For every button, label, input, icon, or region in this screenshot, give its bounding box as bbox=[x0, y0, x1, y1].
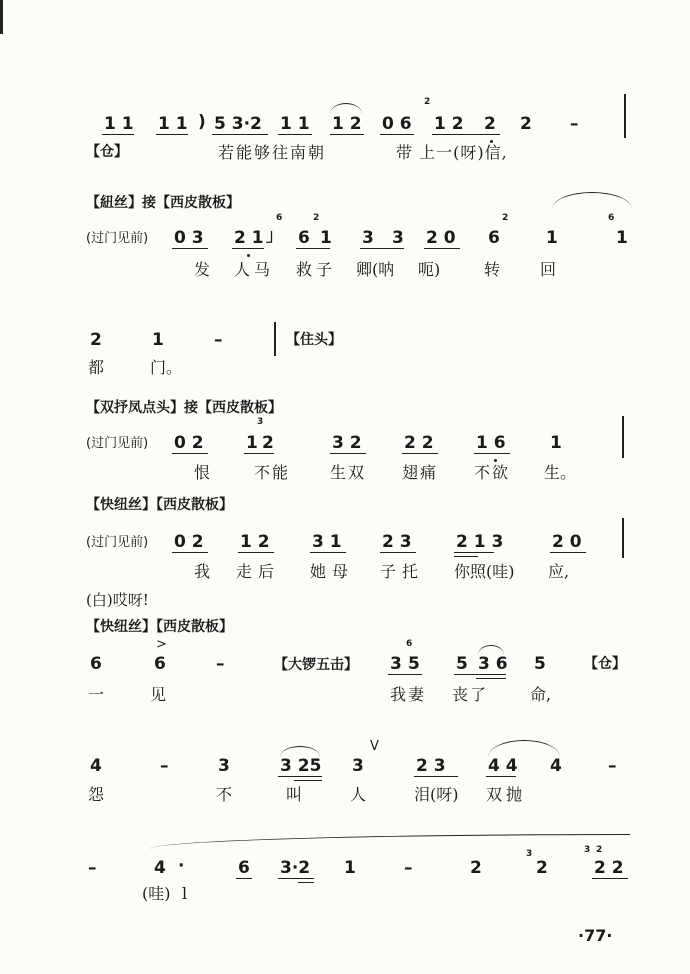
lyric: 一 bbox=[88, 685, 105, 704]
dash: – bbox=[160, 756, 169, 776]
underline bbox=[414, 776, 458, 777]
lyric: 不欲 bbox=[474, 463, 511, 482]
section-label: 【快纽丝】【西皮散板】 bbox=[86, 619, 233, 635]
lyric: 她母 bbox=[310, 562, 355, 581]
lyric: 发 bbox=[194, 260, 211, 279]
underline bbox=[402, 453, 438, 454]
underline bbox=[432, 134, 500, 135]
note: 1 bbox=[152, 330, 164, 350]
lyric: 若能够往南朝 bbox=[218, 143, 327, 162]
interlude-note: (过门见前) bbox=[86, 231, 149, 246]
slur bbox=[478, 645, 504, 655]
dash: – bbox=[570, 114, 579, 134]
slur bbox=[280, 746, 320, 757]
grace-note: 2 bbox=[502, 213, 509, 223]
octave-dot bbox=[494, 459, 497, 462]
lyric: 应, bbox=[548, 562, 570, 581]
underline bbox=[278, 134, 312, 135]
note-group: 2 1 3 bbox=[456, 532, 504, 552]
note: 6 bbox=[154, 654, 166, 674]
dash: – bbox=[216, 654, 225, 674]
lyric: 人 bbox=[350, 785, 367, 804]
long-slur bbox=[150, 834, 630, 849]
note-group: 2 3 bbox=[382, 532, 412, 552]
underline bbox=[212, 134, 268, 135]
lyric: 不能 bbox=[254, 463, 291, 482]
lyric: 叫 bbox=[286, 785, 303, 804]
underline bbox=[330, 134, 364, 135]
note-group: 3 1 bbox=[312, 532, 342, 552]
barline bbox=[274, 322, 276, 356]
underline bbox=[278, 878, 314, 879]
underline bbox=[592, 878, 628, 879]
accent-mark: > bbox=[156, 637, 167, 652]
note: 2 bbox=[520, 114, 532, 134]
lyric: 生。 bbox=[544, 463, 577, 482]
underline bbox=[172, 552, 208, 553]
note-group: 1 2 bbox=[240, 532, 270, 552]
breath-mark: V bbox=[370, 739, 379, 754]
bracket: 」 bbox=[266, 226, 283, 246]
lyric: (哇) bbox=[142, 884, 171, 903]
note-group: 4 4 bbox=[488, 756, 518, 776]
percussion-cue: 【住头】 bbox=[286, 332, 342, 348]
dash: – bbox=[88, 858, 97, 878]
note: 4 bbox=[550, 756, 562, 776]
percussion-cue: 【仓】 bbox=[86, 144, 128, 160]
underline bbox=[244, 453, 274, 454]
lyric: 你照(哇) bbox=[454, 562, 515, 581]
grace-note: 2 bbox=[424, 97, 431, 107]
underline bbox=[486, 776, 516, 777]
lyric: 门。 bbox=[150, 358, 183, 377]
underline bbox=[330, 453, 366, 454]
note-group: 2 1 bbox=[234, 228, 264, 248]
lyric: 命, bbox=[530, 685, 552, 704]
note: 1 bbox=[246, 433, 258, 453]
grace-note: 3 bbox=[257, 417, 264, 427]
note-group: 1 2 bbox=[332, 114, 362, 134]
grace-note: 2 bbox=[596, 845, 603, 855]
note: 1 bbox=[616, 228, 628, 248]
underline bbox=[360, 248, 404, 249]
note: 6 bbox=[90, 654, 102, 674]
grace-note: 6 bbox=[406, 639, 413, 649]
note: 6 bbox=[488, 228, 500, 248]
note-group: 0 3 bbox=[174, 228, 204, 248]
lyric: 人马 bbox=[234, 260, 275, 279]
lyric: 转 bbox=[484, 260, 501, 279]
underline bbox=[156, 134, 188, 135]
page-edge-mark bbox=[0, 0, 3, 34]
lyric: 带 上一(呀)信, bbox=[396, 143, 508, 162]
underline bbox=[172, 453, 208, 454]
note-group: 5 3·2 bbox=[214, 114, 262, 134]
lyric: 卿(呐 bbox=[356, 260, 395, 279]
grace-note: 3 bbox=[526, 849, 533, 859]
barline bbox=[622, 416, 624, 458]
slur bbox=[330, 103, 362, 114]
lyric: 见 bbox=[150, 685, 167, 704]
note-group: 2 3 bbox=[416, 756, 446, 776]
slur bbox=[488, 740, 560, 757]
dash: – bbox=[608, 756, 617, 776]
percussion-cue: 【大锣五击】 bbox=[274, 657, 358, 673]
lyric: 都 bbox=[88, 358, 105, 377]
grace-note: 2 bbox=[313, 213, 320, 223]
note-group: 2 2 bbox=[594, 858, 624, 878]
lyric: 救子 bbox=[296, 260, 337, 279]
lyric: 回 bbox=[540, 260, 557, 279]
note-group: 2 2 bbox=[404, 433, 434, 453]
underline bbox=[238, 552, 274, 553]
underline-double bbox=[298, 882, 314, 883]
note-group: 1 1 bbox=[158, 114, 188, 134]
underline bbox=[278, 776, 322, 777]
grace-note: 6 bbox=[608, 213, 615, 223]
lyric: 呃) bbox=[418, 260, 441, 279]
percussion-cue: 【仓】 bbox=[584, 656, 626, 672]
note: 5 bbox=[408, 654, 420, 674]
interlude-note: (过门见前) bbox=[86, 535, 149, 550]
lyric: l bbox=[182, 884, 188, 903]
note-group: 1 1 bbox=[280, 114, 310, 134]
barline bbox=[622, 518, 624, 558]
note: 3 bbox=[218, 756, 230, 776]
note-group: 0 2 bbox=[174, 433, 204, 453]
note: 2 bbox=[470, 858, 482, 878]
underline bbox=[454, 552, 494, 553]
underline bbox=[424, 248, 460, 249]
underline bbox=[102, 134, 134, 135]
underline bbox=[474, 453, 510, 454]
lyric: 怨 bbox=[88, 785, 105, 804]
note-group: 2 0 bbox=[426, 228, 456, 248]
note: 3 bbox=[352, 756, 364, 776]
note: 5 bbox=[534, 654, 546, 674]
note: 4 bbox=[90, 756, 102, 776]
note-group: 0 2 bbox=[174, 532, 204, 552]
spoken-line: (白)哎呀! bbox=[86, 591, 149, 609]
page-number: ·77· bbox=[578, 926, 613, 945]
underline bbox=[454, 674, 506, 675]
octave-dot bbox=[247, 254, 250, 257]
lyric: 翅痛 bbox=[402, 463, 439, 482]
note: 1 bbox=[550, 433, 562, 453]
note-group: 3 25 bbox=[280, 756, 322, 776]
note: 2 bbox=[262, 433, 274, 453]
underline bbox=[310, 552, 346, 553]
note-group: 1 6 bbox=[476, 433, 506, 453]
note: 1 bbox=[344, 858, 356, 878]
underline bbox=[296, 248, 330, 249]
lyric: 我 bbox=[194, 562, 211, 581]
barline bbox=[624, 94, 626, 138]
underline bbox=[388, 674, 422, 675]
underline bbox=[236, 878, 252, 879]
note-group: 3 6 bbox=[478, 654, 508, 674]
underline-double bbox=[476, 678, 506, 679]
dot-mark: · bbox=[178, 856, 185, 876]
underline-double bbox=[294, 780, 322, 781]
bracket: ) bbox=[198, 112, 206, 132]
lyric: 恨 bbox=[194, 463, 211, 482]
note: 3 bbox=[390, 654, 402, 674]
note-group: 1 1 bbox=[104, 114, 134, 134]
note: 4 bbox=[154, 858, 166, 878]
dash: – bbox=[404, 858, 413, 878]
note: 6 bbox=[238, 858, 250, 878]
underline bbox=[380, 134, 414, 135]
lyric: 生双 bbox=[330, 463, 367, 482]
section-label: 【双抒凤点头】接【西皮散板】 bbox=[86, 400, 282, 416]
note: 2 bbox=[484, 114, 496, 134]
lyric: 我妻 bbox=[390, 685, 427, 704]
lyric: 不 bbox=[216, 785, 233, 804]
dash: – bbox=[214, 330, 223, 350]
underline bbox=[172, 248, 208, 249]
section-label: 【紐丝】接【西皮散板】 bbox=[86, 195, 240, 211]
grace-note: 6 bbox=[276, 213, 283, 223]
note: 2 bbox=[90, 330, 102, 350]
interlude-note: (过门见前) bbox=[86, 436, 149, 451]
note-group: 2 0 bbox=[552, 532, 582, 552]
note-group: 3 2 bbox=[332, 433, 362, 453]
section-label: 【快纽丝】【西皮散板】 bbox=[86, 497, 233, 513]
note: 3 bbox=[362, 228, 374, 248]
underline bbox=[550, 552, 586, 553]
note: 3 bbox=[392, 228, 404, 248]
underline bbox=[232, 248, 264, 249]
lyric: 双抛 bbox=[486, 785, 527, 804]
underline-double bbox=[454, 556, 478, 557]
note: 5 bbox=[456, 654, 468, 674]
lyric: 丧了 bbox=[452, 685, 489, 704]
note: 6 bbox=[298, 228, 310, 248]
note: 2 bbox=[536, 858, 548, 878]
lyric: 子托 bbox=[380, 562, 425, 581]
lyric: 走后 bbox=[236, 562, 281, 581]
slur bbox=[552, 192, 632, 209]
note-group: 1 2 bbox=[434, 114, 464, 134]
underline bbox=[380, 552, 416, 553]
note: 1 bbox=[546, 228, 558, 248]
lyric: 泪(呀) bbox=[414, 785, 459, 804]
note: 1 bbox=[320, 228, 332, 248]
note-group: 3·2 bbox=[280, 858, 311, 878]
grace-note: 3 bbox=[584, 845, 591, 855]
note-group: 0 6 bbox=[382, 114, 412, 134]
